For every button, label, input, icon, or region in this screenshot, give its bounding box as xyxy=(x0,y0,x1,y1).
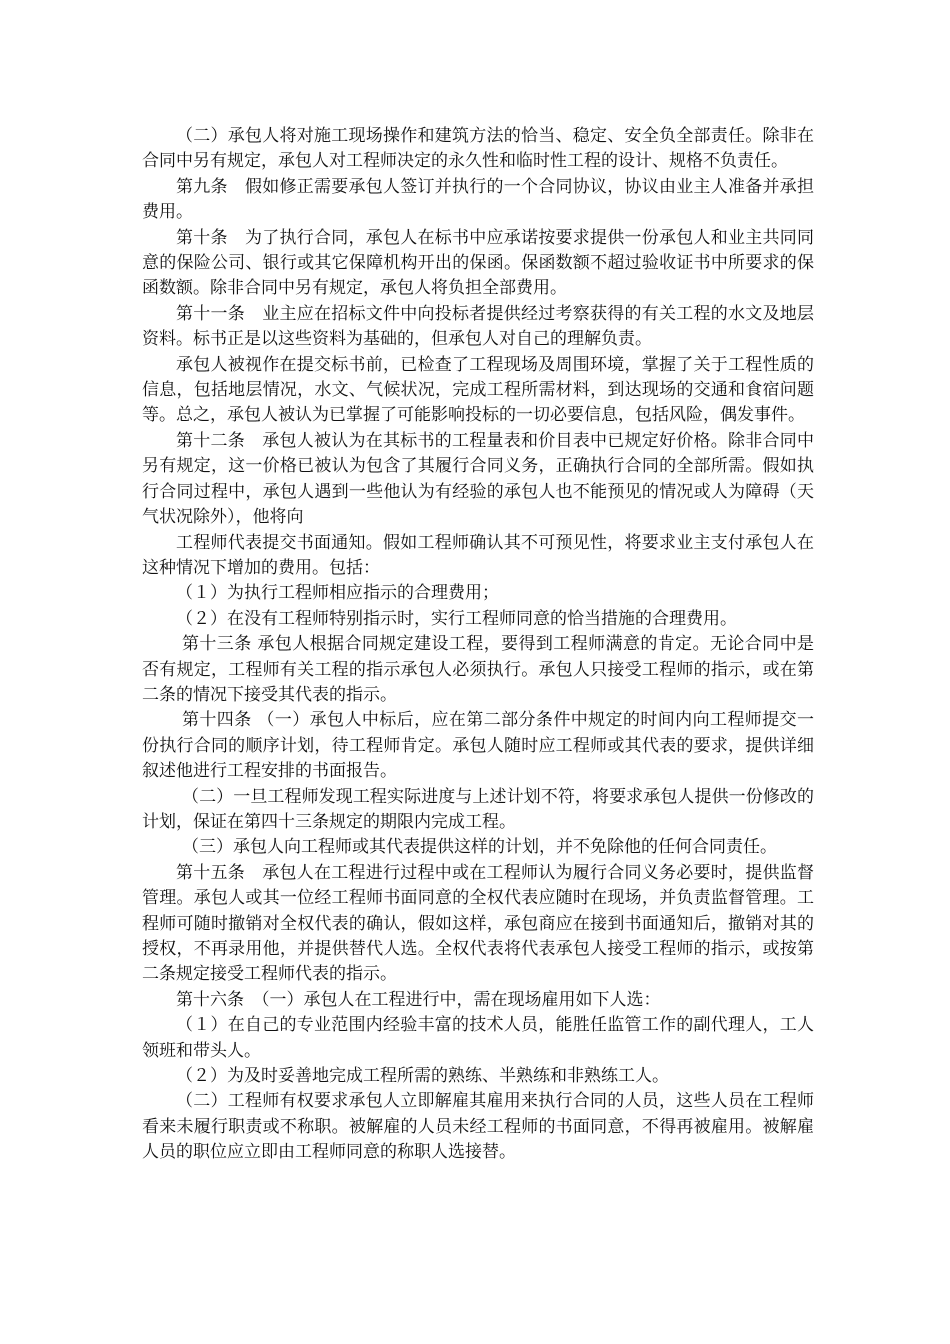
paragraph-clause-14-2: （二）一旦工程师发现工程实际进度与上述计划不符，将要求承包人提供一份修改的计划，保证在第四十三条规定的期限内完成工程。 xyxy=(142,786,814,832)
paragraph-clause-16-item-2: （２）为及时妥善地完成工程所需的熟练、半熟练和非熟练工人。 xyxy=(176,1066,669,1087)
paragraph-clause-8-2: （二）承包人将对施工现场操作和建筑方法的恰当、稳定、安全负全部责任。除非在合同中另有规定，承包人对工程师决定的永久性和临时性工程的设计、规格不负责任。 xyxy=(142,126,814,172)
document-page xyxy=(142,124,814,1166)
paragraph-clause-9: 第九条 假如修正需要承包人签订并执行的一个合同协议，协议由业主人准备并承担费用。 xyxy=(142,176,814,223)
paragraph-clause-16-2: （二）工程师有权要求承包人立即解雇其雇用来执行合同的人员，这些人员在工程师看来未履行职责或不称职。被解雇的人员未经工程师的书面同意，不得再被雇用。被解雇人员的职位应立即由工程师同意的称职人选接替。 xyxy=(142,1091,814,1163)
paragraph-clause-12: 第十二条 承包人被认为在其标书的工程量表和价目表中已规定好价格。除非合同中另有规定，这一价格已被认为包含了其履行合同义务，正确执行合同的全部所需。假如执行合同过程中，承包人遇到一些他认为有经验的承包人也不能预见的情况或人为障碍（天气状况除外），他将向 xyxy=(142,430,814,528)
paragraph-clause-12-item-2: （２）在没有工程师特别指示时，实行工程师同意的恰当措施的合理费用。 xyxy=(176,608,737,629)
paragraph-clause-12-cont: 工程师代表提交书面通知。假如工程师确认其不可预见性，将要求业主支付承包人在这种情况下增加的费用。包括： xyxy=(142,532,814,578)
paragraph-clause-11: 第十一条 业主应在招标文件中向投标者提供经过考察获得的有关工程的水文及地层资料。标书正是以这些资料为基础的，但承包人对自己的理解负责。 xyxy=(142,303,814,350)
paragraph-clause-12-item-1: （１）为执行工程师相应指示的合理费用； xyxy=(176,583,499,604)
paragraph-clause-16-item-1: （１）在自己的专业范围内经验丰富的技术人员，能胜任监管工作的副代理人，工人领班和带头人。 xyxy=(142,1015,814,1061)
paragraph-clause-14-1: 第十四条 （一）承包人中标后，应在第二部分条件中规定的时间内向工程师提交一份执行合同的顺序计划，待工程师肯定。承包人随时应工程师或其代表的要求，提供详细叙述他进行工程安排的书面报告。 xyxy=(142,710,814,782)
paragraph-clause-15: 第十五条 承包人在工程进行过程中或在工程师认为履行合同义务必要时，提供监督管理。承包人或其一位经工程师书面同意的全权代表应随时在现场，并负责监督管理。工程师可随时撤销对全权代表的确认，假如这样，承包商应在接到书面通知后，撤销对其的授权，不再录用他，并提供替代人选。全权代表将代表承包人接受工程师的指示，或按第二条规定接受工程师代表的指示。 xyxy=(142,862,814,985)
paragraph-clause-10: 第十条 为了执行合同，承包人在标书中应承诺按要求提供一份承包人和业主共同同意的保险公司、银行或其它保障机构开出的保函。保函数额不超过验收证书中所要求的保函数额。除非合同中另有规定，承包人将负担全部费用。 xyxy=(142,227,814,299)
paragraph-clause-13: 第十三条 承包人根据合同规定建设工程，要得到工程师满意的肯定。无论合同中是否有规定，工程师有关工程的指示承包人必须执行。承包人只接受工程师的指示，或在第二条的情况下接受其代表的指示。 xyxy=(142,634,814,705)
paragraph-clause-11-cont: 承包人被视作在提交标书前，已检查了工程现场及周围环境，掌握了关于工程性质的信息，包括地层情况，水文、气候状况，完成工程所需材料，到达现场的交通和食宿问题等。总之，承包人被认为已掌握了可能影响投标的一切必要信息，包括风险，偶发事件。 xyxy=(142,354,814,426)
paragraph-clause-14-3: （三）承包人向工程师或其代表提供这样的计划，并不免除他的任何合同责任。 xyxy=(182,837,777,858)
paragraph-clause-16-1: 第十六条 （一）承包人在工程进行中，需在现场雇用如下人选： xyxy=(176,989,661,1010)
